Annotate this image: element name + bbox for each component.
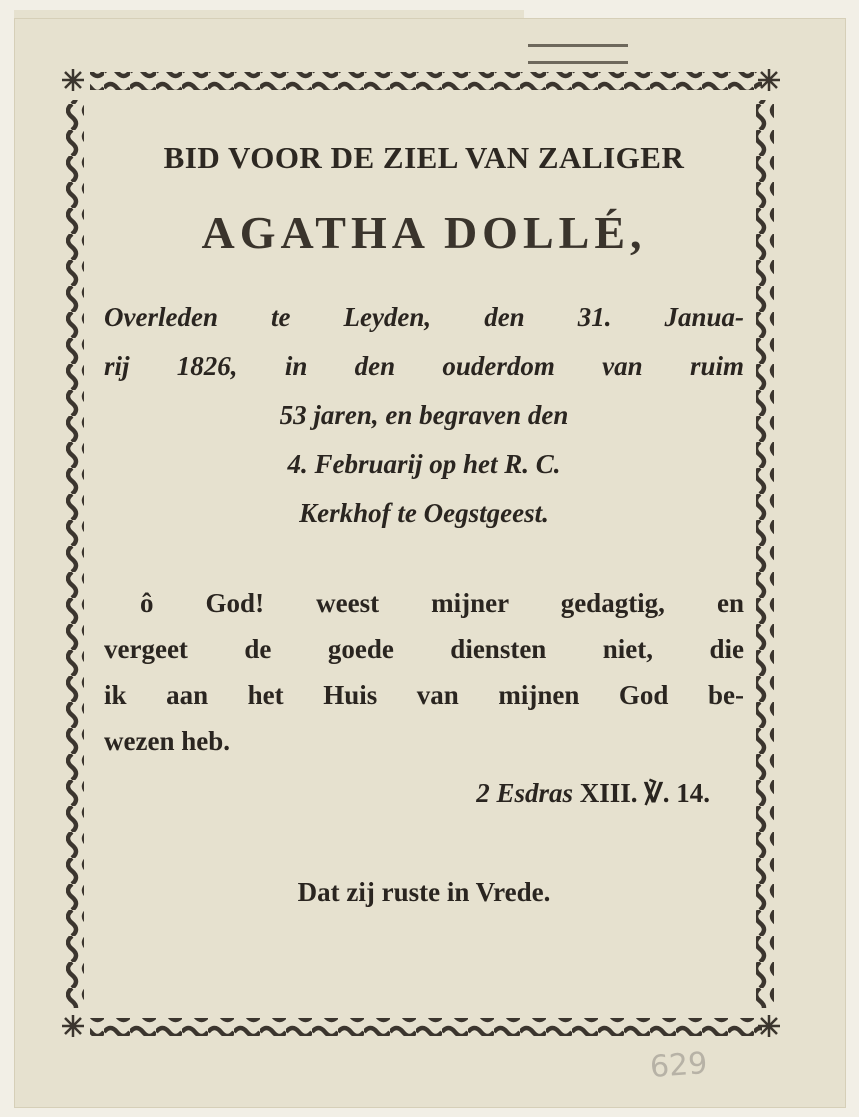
death-line-2: rij 1826, in den ouderdom van ruim [104,351,744,381]
reference-chapter: XIII. ℣. 14. [579,778,710,808]
prayer-line-3: ik aan het Huis van mijnen God be- [104,680,744,710]
reference-book: 2 Esdras [476,778,573,808]
closing-blessing: Dat zij ruste in Vrede. [297,877,551,907]
deceased-name: AGATHA DOLLÉ, [201,207,647,258]
prayer-line-1: ô God! weest mijner gedagtig, en [140,588,744,618]
prayer-line-2: vergeet de goede diensten niet, die [104,634,744,664]
border-left [66,100,84,1008]
card-text [104,140,744,908]
border-bottom [90,1018,762,1036]
catalog-number: 629 [648,1046,709,1085]
border-right [756,100,774,1008]
death-line-1: Overleden te Leyden, den 31. Janua- [104,302,744,332]
prayer-text [104,580,744,764]
death-line-5: Kerkhof te Oegstgeest. [299,498,549,528]
prayer-heading: BID VOOR DE ZIEL VAN ZALIGER [163,140,685,175]
border-top [90,72,762,90]
death-line-4: 4. Februarij op het R. C. [287,449,561,479]
scripture-reference [104,778,744,809]
death-line-3: 53 jaren, en begraven den [279,400,569,430]
prayer-line-4: wezen heb. [104,726,230,756]
death-notice [104,293,744,538]
